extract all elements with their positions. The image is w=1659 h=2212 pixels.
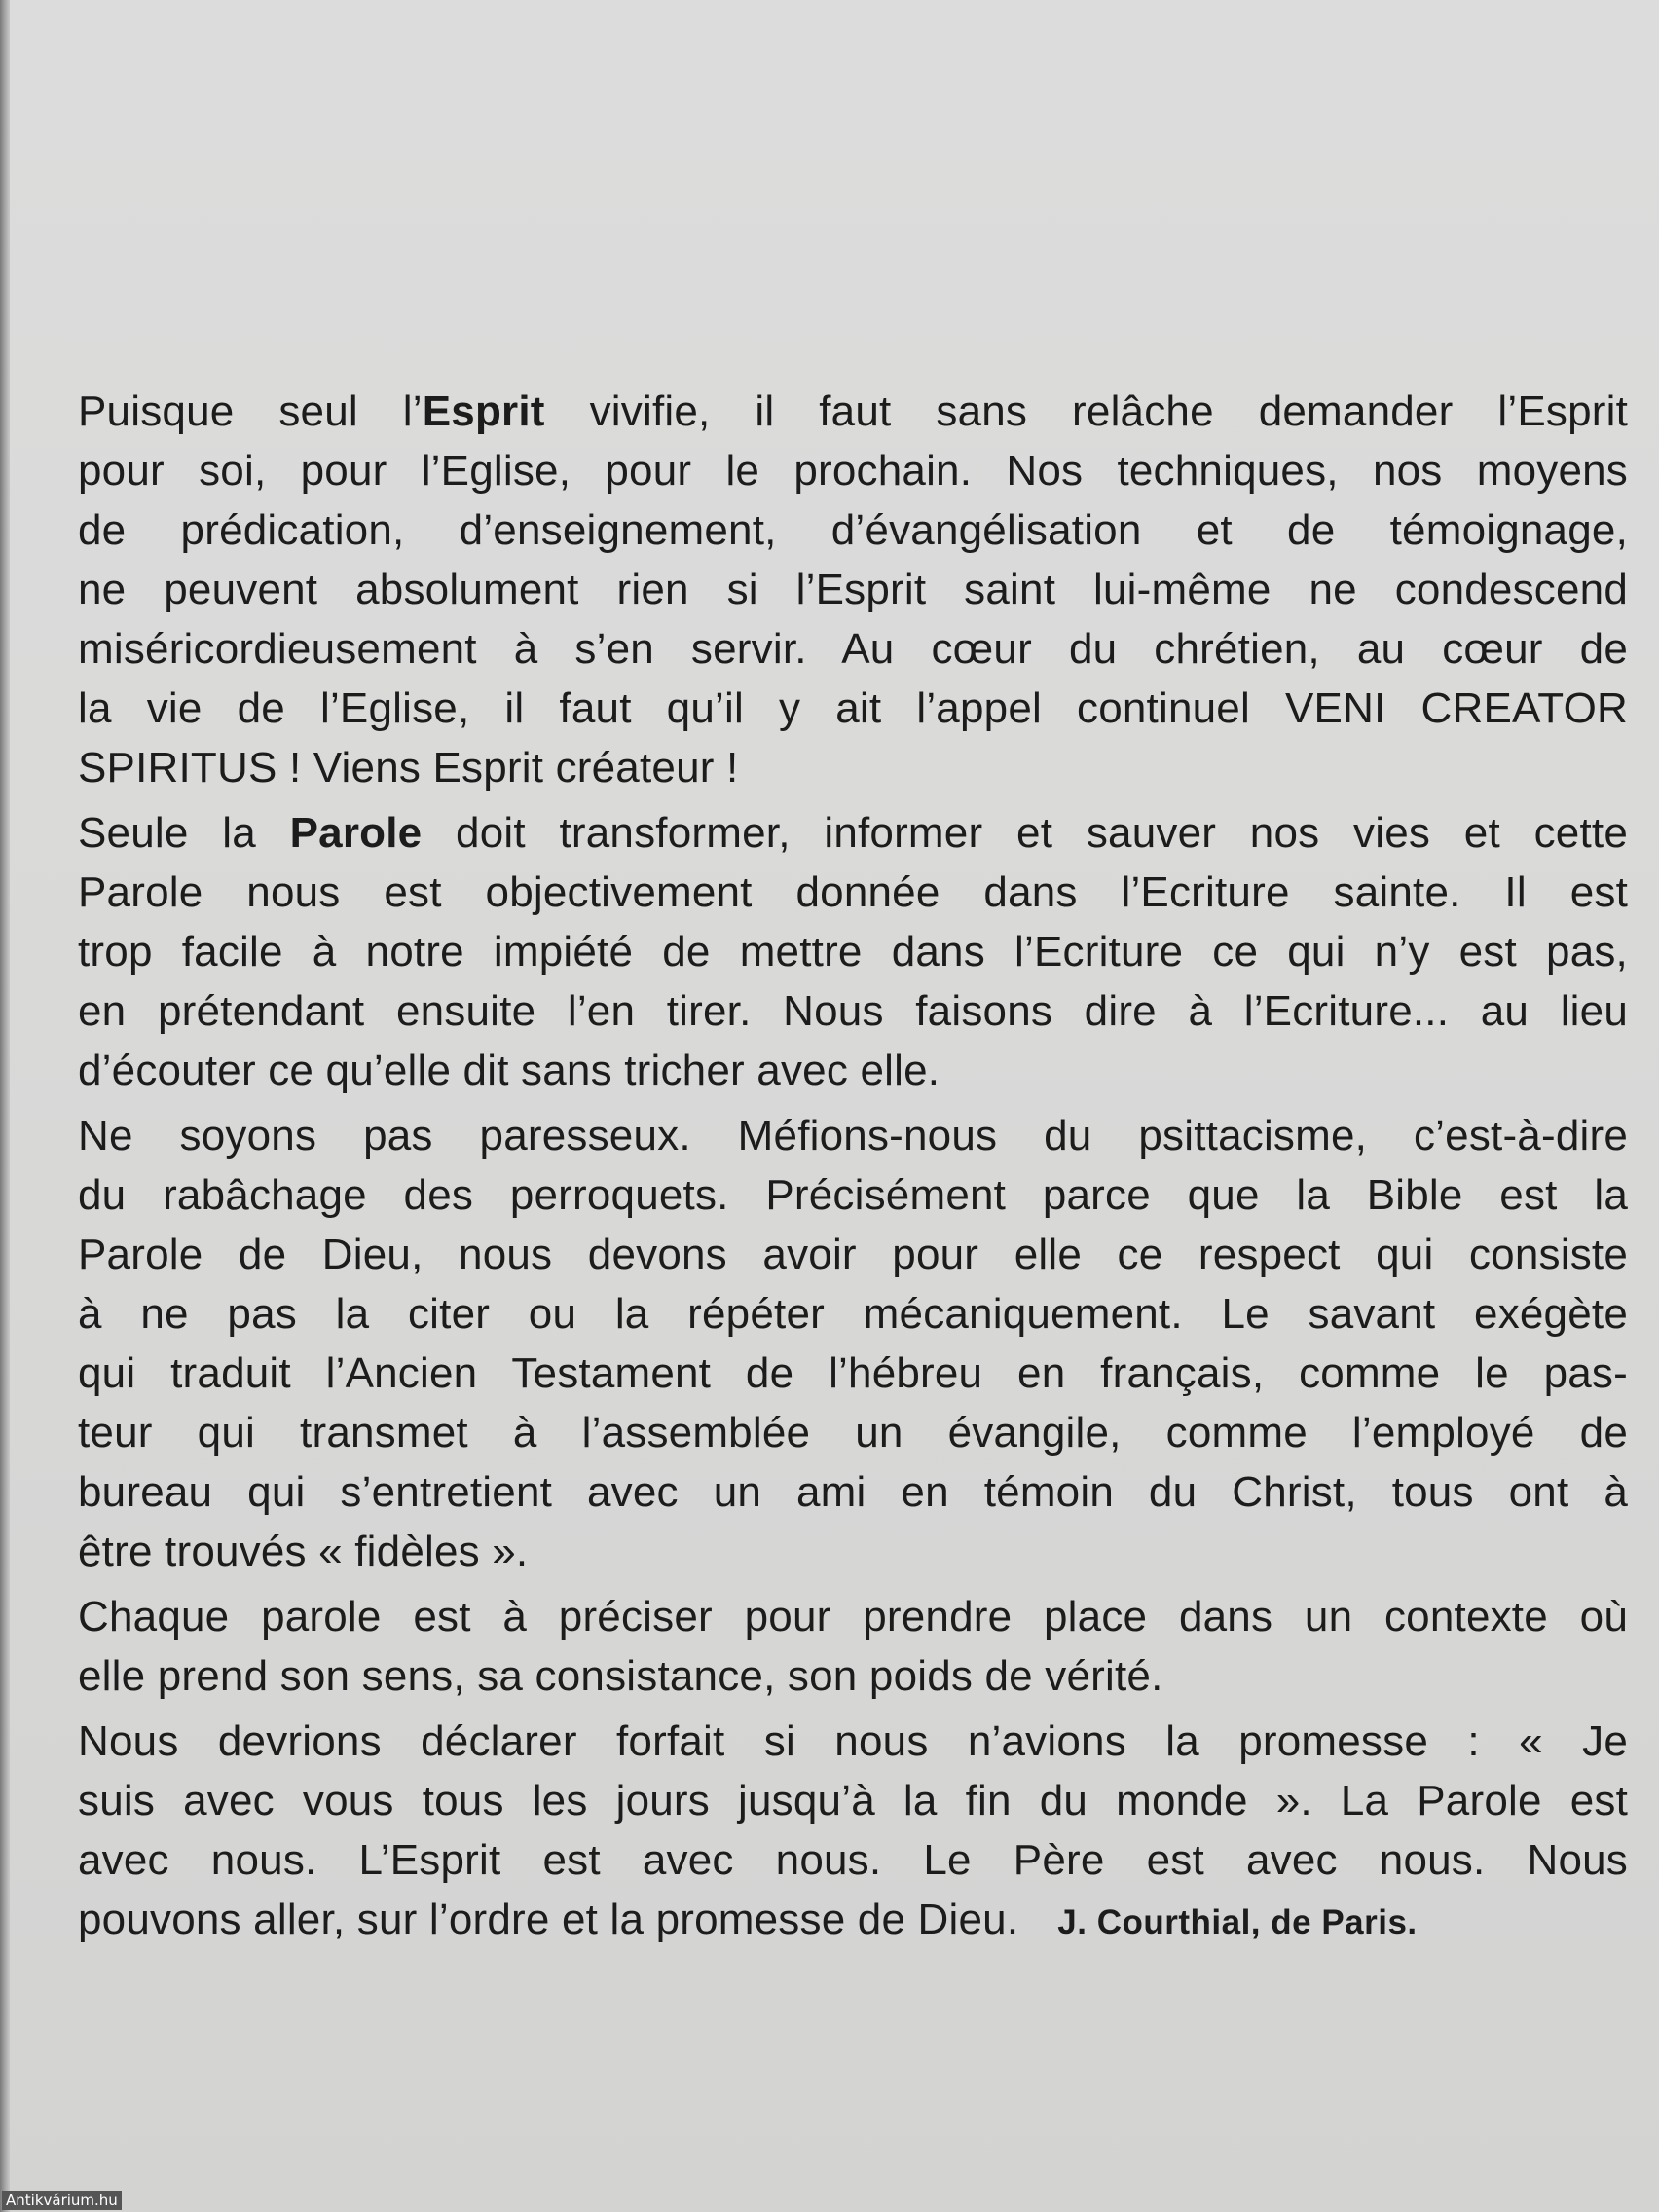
paragraph: [78, 1106, 1628, 1581]
text-segment: bureau qui s’entretient avec un ami en témoin du Christ, tous ont à: [78, 1468, 1628, 1516]
text-line: [78, 500, 1628, 560]
emphasized-word: Esprit: [422, 387, 545, 435]
text-line: [78, 560, 1628, 619]
text-segment: du rabâchage des perroquets. Précisément parce que la Bible est la: [78, 1171, 1628, 1219]
watermark: Antikvárium.hu: [2, 2191, 122, 2210]
body-text: [78, 382, 1628, 1955]
text-segment: elle prend son sens, sa consistance, son poids de vérité.: [78, 1652, 1163, 1700]
text-line: [78, 803, 1628, 863]
text-line: [78, 441, 1628, 500]
author-signature: J. Courthial, de Paris.: [1057, 1903, 1418, 1941]
text-line: [78, 1712, 1628, 1771]
text-segment: Ne soyons pas paresseux. Méfions-nous du psittacisme, c’est-à-dire: [78, 1112, 1628, 1160]
text-line: [78, 1890, 1628, 1949]
text-line: [78, 981, 1628, 1041]
emphasized-word: Parole: [289, 809, 423, 857]
text-segment: être trouvés « fidèles ».: [78, 1528, 529, 1575]
text-segment: en prétendant ensuite l’en tirer. Nous faisons dire à l’Ecriture... au lieu: [78, 987, 1628, 1035]
text-segment: la vie de l’Eglise, il faut qu’il y ait l’appel continuel VENI CREATOR: [78, 684, 1628, 732]
text-segment: d’écouter ce qu’elle dit sans tricher avec elle.: [78, 1047, 940, 1094]
text-segment: Nous devrions déclarer forfait si nous n’avions la promesse : « Je: [78, 1717, 1628, 1765]
text-line: [78, 1587, 1628, 1646]
text-segment: avec nous. L’Esprit est avec nous. Le Père est avec nous. Nous: [78, 1836, 1628, 1884]
text-line: [78, 1830, 1628, 1890]
text-segment: Seule la: [78, 809, 290, 857]
text-segment: Parole nous est objectivement donnée dans l’Ecriture sainte. Il est: [78, 868, 1628, 916]
text-line: [78, 738, 1628, 797]
text-line: [78, 1041, 1628, 1100]
text-line: [78, 679, 1628, 738]
text-line: [78, 619, 1628, 679]
page-binding-edge: [0, 0, 10, 2212]
text-segment: pouvons aller, sur l’ordre et la promesse de Dieu.: [78, 1896, 1019, 1943]
text-line: [78, 1403, 1628, 1462]
text-line: [78, 863, 1628, 922]
text-segment: vivifie, il faut sans relâche demander l’Esprit: [544, 387, 1628, 435]
paragraph: [78, 1587, 1628, 1706]
text-line: [78, 1106, 1628, 1165]
paragraph: [78, 1712, 1628, 1949]
paragraph: [78, 382, 1628, 797]
text-segment: Parole de Dieu, nous devons avoir pour elle ce respect qui consiste: [78, 1231, 1628, 1278]
text-line: [78, 382, 1628, 441]
text-line: [78, 1522, 1628, 1581]
text-line: [78, 1462, 1628, 1522]
text-segment: doit transformer, informer et sauver nos vies et cette: [422, 809, 1629, 857]
text-segment: à ne pas la citer ou la répéter mécaniquement. Le savant exégète: [78, 1290, 1628, 1338]
text-line: [78, 1284, 1628, 1344]
text-segment: miséricordieusement à s’en servir. Au cœur du chrétien, au cœur de: [78, 625, 1628, 673]
text-segment: SPIRITUS ! Viens Esprit créateur !: [78, 744, 739, 792]
text-line: [78, 1225, 1628, 1284]
text-segment: Puisque seul l’: [78, 387, 423, 435]
text-line: [78, 922, 1628, 981]
text-line: [78, 1344, 1628, 1403]
text-line: [78, 1646, 1628, 1706]
text-segment: ne peuvent absolument rien si l’Esprit saint lui-même ne condescend: [78, 566, 1628, 613]
text-segment: pour soi, pour l’Eglise, pour le prochain. Nos techniques, nos moyens: [78, 447, 1628, 495]
text-line: [78, 1771, 1628, 1830]
paragraph: [78, 803, 1628, 1100]
text-line: [78, 1165, 1628, 1225]
text-segment: qui traduit l’Ancien Testament de l’hébreu en français, comme le pas-: [78, 1349, 1628, 1397]
text-segment: teur qui transmet à l’assemblée un évangile, comme l’employé de: [78, 1409, 1628, 1456]
text-segment: trop facile à notre impiété de mettre dans l’Ecriture ce qui n’y est pas,: [78, 928, 1628, 976]
text-segment: Chaque parole est à préciser pour prendre place dans un contexte où: [78, 1593, 1628, 1641]
text-segment: suis avec vous tous les jours jusqu’à la fin du monde ». La Parole est: [78, 1777, 1628, 1825]
text-segment: de prédication, d’enseignement, d’évangélisation et de témoignage,: [78, 506, 1628, 554]
